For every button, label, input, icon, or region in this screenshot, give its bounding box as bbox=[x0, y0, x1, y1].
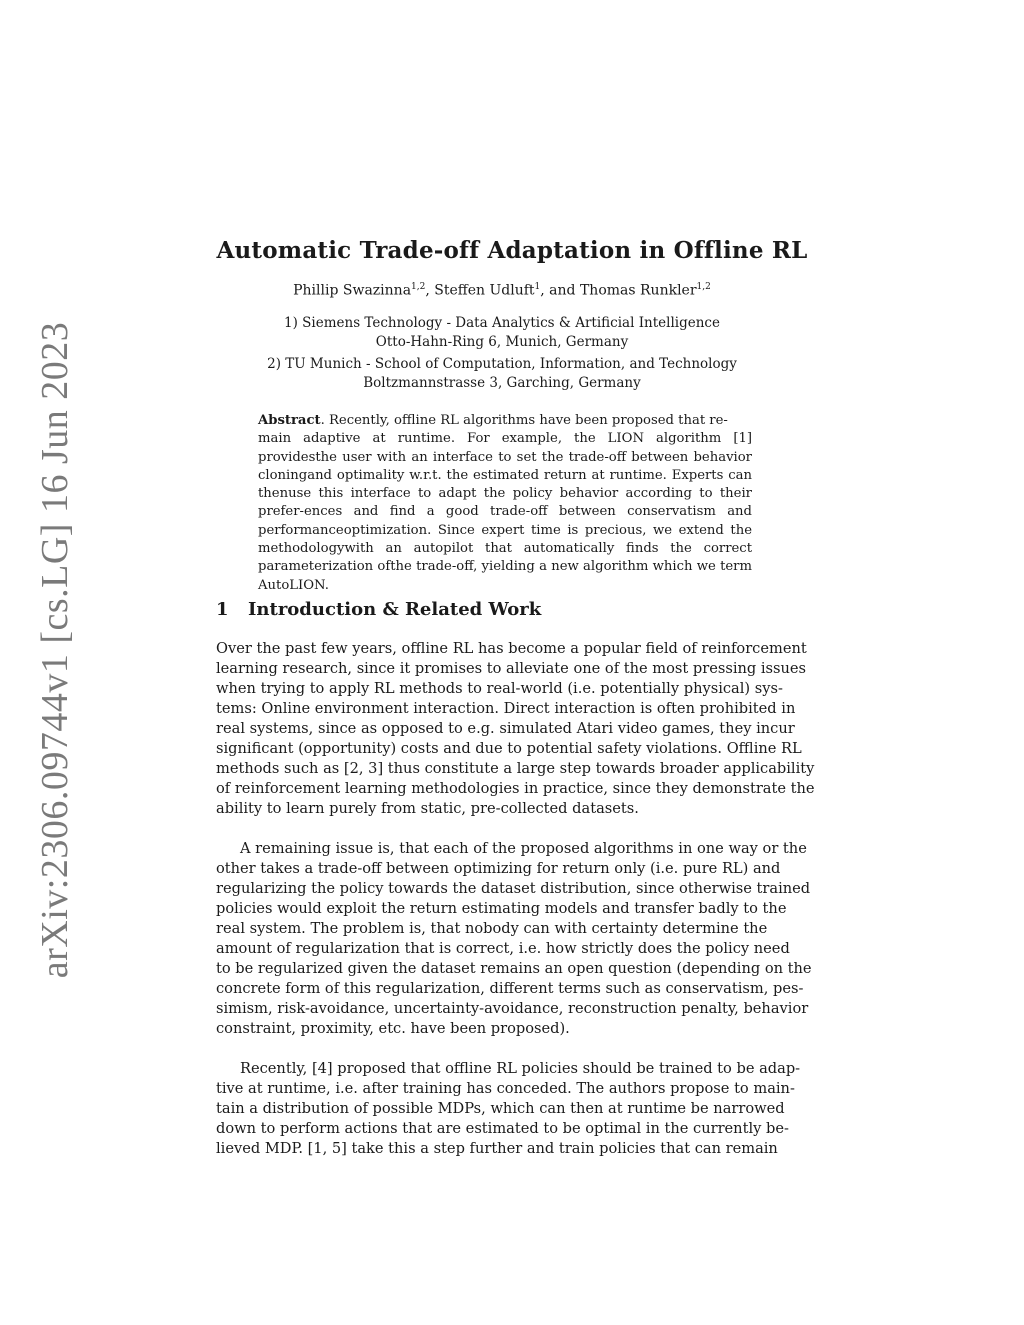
author-separator: , and bbox=[540, 282, 580, 299]
paragraph-line: Over the past few years, offline RL has become a popular field of reinforcement bbox=[216, 640, 807, 657]
paragraph-line: Recently, [4] proposed that offline RL policies should be trained to be adap- bbox=[240, 1060, 801, 1077]
section-number: 1 bbox=[216, 599, 229, 620]
affiliation-address: Boltzmannstrasse 3, Garching, Germany bbox=[363, 375, 641, 391]
author-name: Steffen Udluft bbox=[434, 282, 535, 299]
paragraph-line: tain a distribution of possible MDPs, which can then at runtime be narrowed bbox=[216, 1100, 785, 1117]
affiliation-address: Otto-Hahn-Ring 6, Munich, Germany bbox=[375, 334, 629, 350]
abstract: Abstract. Recently, offline RL algorithms have been proposed that re- main adaptive at runtime. For example, the LION algorithm [1] providesthe user with an interface to set the trade-off between behavior cloningand optimality w.r.t. the estimated return at runtime. Experts can thenuse this interface to adapt the policy behavior according to their prefer-ences and find a good trade-off between conservatism and performanceoptimization. Since expert time is precious, we extend the methodologywith an autopilot that automatically finds the correct parameterization ofthe trade-off, yielding a new algorithm which we term AutoLION. bbox=[258, 413, 752, 593]
paragraph-line: concrete form of this regularization, different terms such as conservatism, pes- bbox=[216, 980, 804, 997]
paragraph-line: A remaining issue is, that each of the proposed algorithms in one way or the bbox=[240, 840, 807, 857]
paragraph-2 bbox=[216, 839, 812, 1039]
affiliation-name: 1) Siemens Technology - Data Analytics & Artificial Intelligence bbox=[284, 315, 720, 331]
abstract-line: main adaptive at runtime. For example, the LION algorithm [1] provides bbox=[258, 431, 752, 465]
author-name: Thomas Runkler bbox=[579, 282, 697, 299]
paragraph-line: of reinforcement learning methodologies in practice, since they demonstrate the bbox=[216, 780, 815, 797]
author-separator: , bbox=[425, 282, 435, 299]
author-affiliation-marker: 1,2 bbox=[411, 282, 426, 292]
paragraph-line: significant (opportunity) costs and due to potential safety violations. Offline RL bbox=[216, 740, 802, 757]
paragraph-line: learning research, since it promises to alleviate one of the most pressing issues bbox=[216, 660, 807, 677]
paper-title: Automatic Trade-off Adaptation in Offline RL bbox=[216, 237, 808, 264]
paragraph-line: tems: Online environment interaction. Direct interaction is often prohibited in bbox=[216, 700, 796, 717]
section-heading bbox=[216, 599, 541, 620]
paragraph-3 bbox=[216, 1059, 801, 1159]
paragraph-line: simism, risk-avoidance, uncertainty-avoidance, reconstruction penalty, behavior bbox=[216, 1000, 809, 1017]
author-affiliation-marker: 1,2 bbox=[696, 282, 711, 292]
affiliation-1 bbox=[0, 314, 1004, 352]
paragraph-line: when trying to apply RL methods to real-world (i.e. potentially physical) sys- bbox=[216, 680, 783, 697]
paragraph-line: constraint, proximity, etc. have been proposed). bbox=[216, 1020, 570, 1037]
paragraph-line: policies would exploit the return estimating models and transfer badly to the bbox=[216, 900, 787, 917]
abstract-line: use this interface to adapt the policy behavior according to their prefer- bbox=[258, 486, 752, 520]
paragraph-line: regularizing the policy towards the dataset distribution, since otherwise trained bbox=[216, 880, 811, 897]
section-title: Introduction & Related Work bbox=[248, 599, 542, 620]
paragraph-line: real systems, since as opposed to e.g. simulated Atari video games, they incur bbox=[216, 720, 795, 737]
author-affiliation-marker: 1 bbox=[534, 282, 541, 292]
author-name: Phillip Swazinna bbox=[293, 282, 412, 299]
abstract-line: optimization. Since expert time is precious, we extend the methodology bbox=[258, 522, 752, 557]
paragraph-line: amount of regularization that is correct, i.e. how strictly does the policy need bbox=[216, 940, 790, 957]
abstract-line: with an autopilot that automatically finds the correct parameterization of bbox=[258, 541, 752, 575]
abstract-line: the trade-off, yielding a new algorithm which we term AutoLION. bbox=[258, 559, 752, 593]
paragraph-line: ability to learn purely from static, pre-collected datasets. bbox=[216, 800, 639, 817]
affiliation-name: 2) TU Munich - School of Computation, Information, and Technology bbox=[267, 356, 737, 372]
abstract-line: and optimality w.r.t. the estimated return at runtime. Experts can then bbox=[258, 467, 752, 502]
author-list bbox=[0, 282, 1004, 299]
paragraph-line: real system. The problem is, that nobody can with certainty determine the bbox=[216, 920, 768, 937]
abstract-line: the user with an interface to set the trade-off between behavior cloning bbox=[258, 449, 752, 483]
paragraph-1 bbox=[216, 639, 815, 819]
paragraph-line: lieved MDP. [1, 5] take this a step further and train policies that can remain bbox=[216, 1140, 778, 1157]
paragraph-line: to be regularized given the dataset remains an open question (depending on the bbox=[216, 960, 812, 977]
paragraph-line: methods such as [2, 3] thus constitute a large step towards broader applicability bbox=[216, 760, 815, 777]
paragraph-line: down to perform actions that are estimated to be optimal in the currently be- bbox=[216, 1120, 789, 1137]
abstract-line: ences and find a good trade-off between conservatism and performance bbox=[258, 504, 752, 538]
arxiv-identifier-stamp: arXiv:2306.09744v1 [cs.LG] 16 Jun 2023 bbox=[34, 321, 76, 979]
paragraph-line: other takes a trade-off between optimizing for return only (i.e. pure RL) and bbox=[216, 860, 781, 877]
abstract-label: Abstract bbox=[258, 413, 321, 428]
abstract-line: Recently, offline RL algorithms have been proposed that re- bbox=[328, 413, 728, 428]
paragraph-line: tive at runtime, i.e. after training has conceded. The authors propose to main- bbox=[216, 1080, 795, 1097]
affiliation-2 bbox=[0, 355, 1004, 393]
